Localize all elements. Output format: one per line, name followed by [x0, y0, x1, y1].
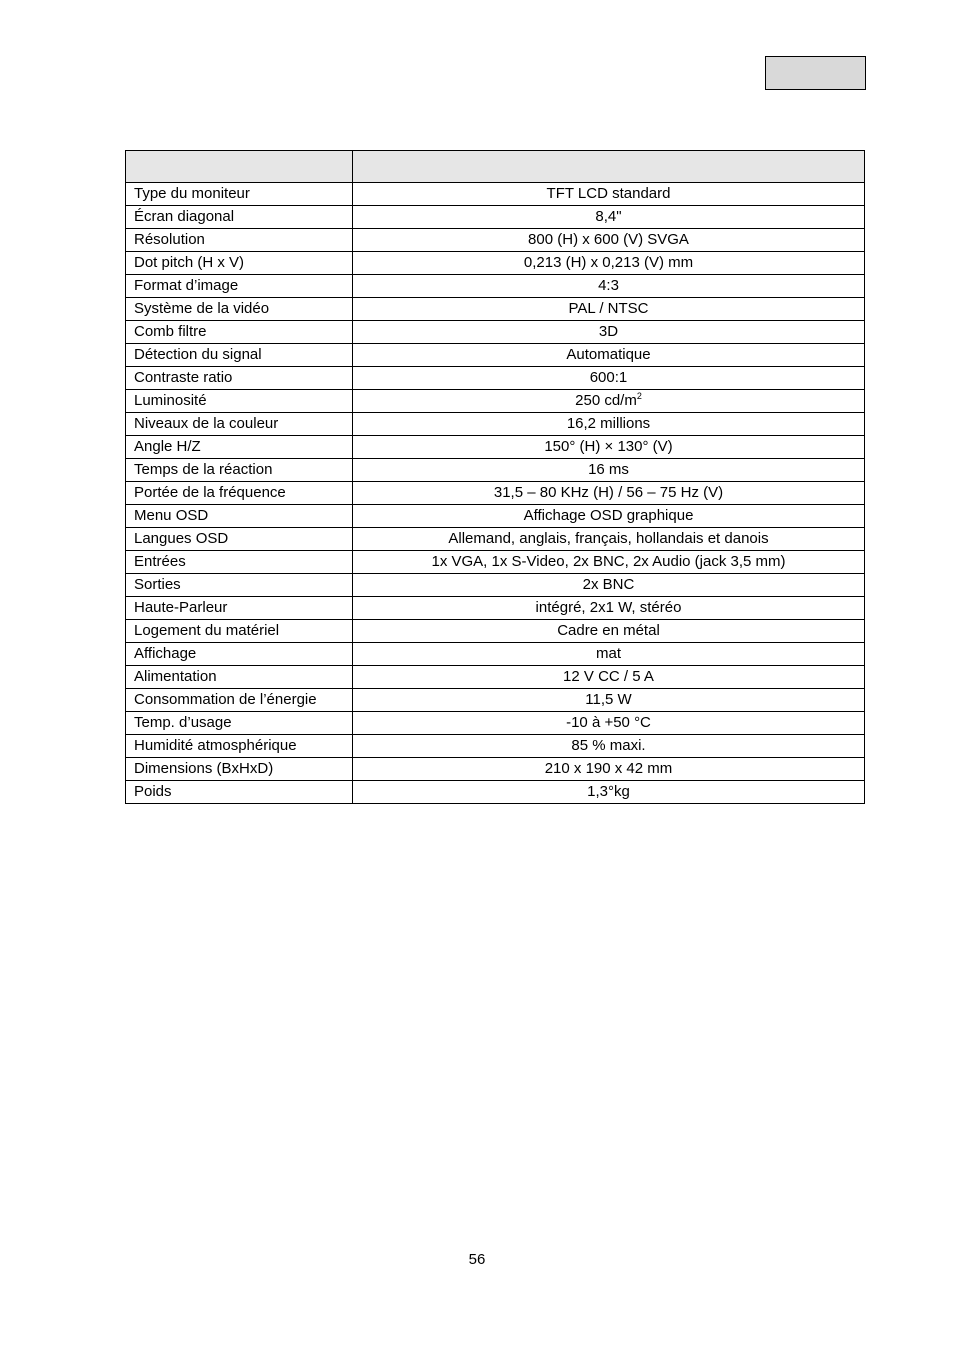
spec-label: Entrées	[126, 551, 353, 574]
table-row	[126, 758, 865, 781]
spec-value	[353, 528, 865, 551]
spec-value	[353, 298, 865, 321]
spec-label: Portée de la fréquence	[126, 482, 353, 505]
spec-value-text: 600:1	[589, 369, 628, 386]
spec-value	[353, 413, 865, 436]
spec-value-text: 800 (H) x 600 (V) SVGA	[528, 231, 689, 248]
spec-value-text: intégré, 2x1 W, stéréo	[535, 599, 682, 616]
specifications-table	[125, 150, 865, 804]
spec-value-text: 3D	[598, 323, 619, 340]
header-cell-label	[126, 151, 353, 183]
spec-value-text: PAL / NTSC	[568, 300, 649, 317]
spec-value-text: 150° (H) × 130° (V)	[544, 438, 673, 455]
spec-value	[353, 666, 865, 689]
spec-value	[353, 505, 865, 528]
header-cell-value	[353, 151, 865, 183]
table-row	[126, 459, 865, 482]
table-row	[126, 344, 865, 367]
spec-value-text: 4:3	[598, 277, 619, 294]
spec-label: Résolution	[126, 229, 353, 252]
table-row	[126, 643, 865, 666]
table-row	[126, 436, 865, 459]
spec-label: Poids	[126, 781, 353, 804]
spec-value	[353, 689, 865, 712]
spec-label: Format d’image	[126, 275, 353, 298]
spec-value-text: 16 ms	[588, 461, 629, 478]
spec-label: Dot pitch (H x V)	[126, 252, 353, 275]
spec-value-text: Automatique	[566, 346, 651, 363]
spec-value	[353, 643, 865, 666]
spec-label: Humidité atmosphérique	[126, 735, 353, 758]
spec-label: Contraste ratio	[126, 367, 353, 390]
spec-label: Temps de la réaction	[126, 459, 353, 482]
language-tab-box	[765, 56, 866, 90]
table-row	[126, 275, 865, 298]
table-row	[126, 183, 865, 206]
spec-value-text: 1x VGA, 1x S-Video, 2x BNC, 2x Audio (jack 3,5 mm)	[431, 553, 786, 570]
spec-value	[353, 482, 865, 505]
spec-label: Écran diagonal	[126, 206, 353, 229]
table-row	[126, 551, 865, 574]
table-row	[126, 321, 865, 344]
spec-label: Type du moniteur	[126, 183, 353, 206]
spec-value-text: 16,2 millions	[566, 415, 651, 432]
spec-value	[353, 620, 865, 643]
spec-value	[353, 367, 865, 390]
spec-label: Système de la vidéo	[126, 298, 353, 321]
table-row	[126, 505, 865, 528]
table-row	[126, 735, 865, 758]
table-row	[126, 620, 865, 643]
spec-label: Temp. d’usage	[126, 712, 353, 735]
spec-label: Haute-Parleur	[126, 597, 353, 620]
spec-value	[353, 390, 865, 413]
spec-label: Logement du matériel	[126, 620, 353, 643]
spec-value	[353, 551, 865, 574]
spec-value	[353, 321, 865, 344]
spec-value	[353, 275, 865, 298]
spec-value	[353, 781, 865, 804]
spec-label: Affichage	[126, 643, 353, 666]
table-row	[126, 689, 865, 712]
spec-value	[353, 344, 865, 367]
spec-label: Détection du signal	[126, 344, 353, 367]
spec-label: Comb filtre	[126, 321, 353, 344]
table-row	[126, 229, 865, 252]
table-row	[126, 298, 865, 321]
spec-value	[353, 206, 865, 229]
spec-value-text: 11,5 W	[585, 691, 632, 708]
table-row	[126, 574, 865, 597]
spec-value-text: 250 cd/m	[575, 392, 637, 409]
page-number: 56	[468, 1251, 486, 1268]
table-row	[126, 666, 865, 689]
table-row	[126, 252, 865, 275]
table-row	[126, 482, 865, 505]
spec-label: Sorties	[126, 574, 353, 597]
spec-value	[353, 229, 865, 252]
spec-value	[353, 436, 865, 459]
spec-label: Niveaux de la couleur	[126, 413, 353, 436]
spec-value-text: 1,3°kg	[587, 783, 630, 800]
spec-value-text: 2x BNC	[582, 576, 635, 593]
spec-value-text: -10 à +50 °C	[566, 714, 651, 731]
spec-value-text: 31,5 – 80 KHz (H) / 56 – 75 Hz (V)	[493, 484, 724, 501]
spec-value	[353, 735, 865, 758]
spec-label: Dimensions (BxHxD)	[126, 758, 353, 781]
spec-value	[353, 252, 865, 275]
spec-value-superscript: 2	[636, 391, 642, 401]
table-row	[126, 712, 865, 735]
spec-value-text: 210 x 190 x 42 mm	[544, 760, 673, 777]
spec-value	[353, 574, 865, 597]
spec-value-text: Allemand, anglais, français, hollandais et danois	[448, 530, 769, 547]
spec-value-text: Affichage OSD graphique	[523, 507, 694, 524]
table-header-row	[126, 151, 865, 183]
spec-value-text: 8,4"	[595, 208, 622, 225]
table-row	[126, 528, 865, 551]
spec-label: Alimentation	[126, 666, 353, 689]
spec-label: Menu OSD	[126, 505, 353, 528]
table-row	[126, 206, 865, 229]
spec-value-text: 12 V CC / 5 A	[563, 668, 654, 685]
spec-value-text: Cadre en métal	[557, 622, 660, 639]
table-body	[126, 183, 865, 804]
spec-value-text: TFT LCD standard	[546, 185, 671, 202]
spec-value-text: mat	[595, 645, 621, 662]
table-row	[126, 781, 865, 804]
spec-value-text: 85 % maxi.	[571, 737, 646, 754]
spec-label: Luminosité	[126, 390, 353, 413]
spec-value	[353, 758, 865, 781]
table-row	[126, 597, 865, 620]
table-row	[126, 367, 865, 390]
spec-label: Angle H/Z	[126, 436, 353, 459]
table-row	[126, 390, 865, 413]
spec-value-text: 0,213 (H) x 0,213 (V) mm	[523, 254, 694, 271]
spec-value	[353, 597, 865, 620]
spec-value	[353, 459, 865, 482]
spec-label: Langues OSD	[126, 528, 353, 551]
table-row	[126, 413, 865, 436]
spec-value	[353, 712, 865, 735]
spec-value	[353, 183, 865, 206]
spec-label: Consommation de l’énergie	[126, 689, 353, 712]
